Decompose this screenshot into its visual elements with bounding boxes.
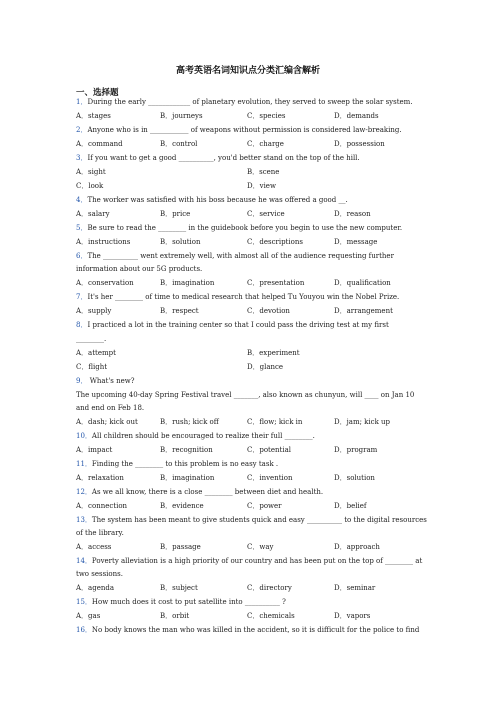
question-text: Anyone who is in ___________ of weapons without permission is considered law-breaking.: [87, 126, 402, 134]
answer-option: A．connection: [76, 502, 128, 510]
question-text: and end on Feb 18.: [76, 404, 145, 412]
question-text: During the early ____________ of planetary evolution, they served to sweep the solar system.: [87, 98, 413, 106]
question-text: Finding the ________ to this problem is no easy task .: [91, 460, 279, 468]
answer-option: A．salary: [76, 210, 110, 218]
question-stem: [76, 557, 422, 566]
question-continuation: [76, 265, 202, 274]
question-number: 6．: [76, 252, 88, 260]
question-number: 3．: [76, 154, 88, 162]
question-text: If you want to get a good __________, you'd better stand on the top of the hill.: [87, 154, 360, 162]
answer-option: D．program: [334, 446, 378, 454]
question-stem: [76, 196, 348, 205]
answer-option: D．possession: [334, 140, 385, 148]
answer-option: C．service: [247, 210, 285, 218]
answer-option: B．experiment: [247, 349, 300, 357]
section-heading: 一、选择题: [76, 88, 119, 98]
answer-option: B．orbit: [160, 612, 190, 620]
question-text: The system has been meant to give students quick and easy __________ to the digital resources: [91, 516, 427, 524]
answer-option: B．respect: [160, 307, 199, 315]
answer-option: A．gas: [76, 612, 101, 620]
question-continuation: [76, 570, 123, 579]
answer-option: B．scene: [247, 168, 280, 176]
answer-option: C．invention: [247, 474, 293, 482]
question-number: 11．: [76, 460, 92, 468]
question-number: 7．: [76, 293, 88, 301]
answer-option: C．power: [247, 502, 282, 510]
question-stem: [76, 293, 399, 302]
answer-option: D．solution: [334, 474, 375, 482]
document-title: 高考英语名词知识点分类汇编含解析: [175, 66, 320, 76]
answer-option: C．chemicals: [247, 612, 295, 620]
question-text: The upcoming 40-day Spring Festival travel _______, also known as chunyun, will ____ on Jan 10: [76, 391, 415, 399]
question-stem: [76, 626, 419, 635]
answer-option: C．devotion: [247, 307, 290, 315]
question-text: No body knows the man who was killed in the accident, so it is difficult for the police to find: [91, 626, 420, 634]
question-number: 9．: [76, 377, 88, 385]
question-text: It's her ________ of time to medical research that helped Tu Youyou win the Nobel Prize.: [87, 293, 400, 301]
question-number: 14．: [76, 557, 92, 565]
answer-option: C．flow; kick in: [247, 418, 303, 426]
question-text: Poverty alleviation is a high priority of our country and has been put on the top of ________ at: [91, 557, 423, 565]
question-text: As we all know, there is a close ________ between diet and health.: [91, 488, 324, 496]
question-number: 1．: [76, 98, 88, 106]
answer-option: C．descriptions: [247, 238, 303, 246]
question-number: 10．: [76, 432, 92, 440]
answer-option: B．recognition: [160, 446, 213, 454]
answer-option: A．instructions: [76, 238, 131, 246]
question-continuation: [76, 335, 106, 344]
question-continuation: [76, 391, 414, 400]
answer-option: B．evidence: [160, 502, 204, 510]
answer-option: C．species: [247, 112, 286, 120]
question-text: The __________ went extremely well, with almost all of the audience requesting further: [87, 252, 394, 260]
answer-option: D．vapors: [334, 612, 371, 620]
answer-option: D．seminar: [334, 584, 376, 592]
answer-option: D．belief: [334, 502, 367, 510]
question-text: Be sure to read the ________ in the guidebook before you begin to use the new computer.: [87, 224, 403, 232]
question-number: 5．: [76, 224, 88, 232]
question-stem: [76, 377, 135, 386]
answer-option: C．look: [76, 182, 104, 190]
answer-option: B．price: [160, 210, 191, 218]
question-stem: [76, 516, 427, 525]
question-text: I practiced a lot in the training center so that I could pass the driving test at my first: [87, 321, 389, 329]
answer-option: A．stages: [76, 112, 111, 120]
answer-option: C．way: [247, 543, 274, 551]
answer-option: B．solution: [160, 238, 201, 246]
answer-option: B．subject: [160, 584, 198, 592]
question-stem: [76, 598, 286, 607]
answer-option: B．control: [160, 140, 198, 148]
answer-option: B．imagination: [160, 474, 215, 482]
question-number: 2．: [76, 126, 88, 134]
answer-option: C．presentation: [247, 279, 305, 287]
question-number: 8．: [76, 321, 88, 329]
answer-option: A．agenda: [76, 584, 115, 592]
answer-option: A．supply: [76, 307, 112, 315]
question-text: How much does it cost to put satellite into __________ ?: [91, 598, 286, 606]
question-text: of the library.: [76, 529, 124, 537]
answer-option: A．conservation: [76, 279, 134, 287]
answer-option: C．directory: [247, 584, 292, 592]
answer-option: D．demands: [334, 112, 379, 120]
question-text: The worker was satisfied with his boss because he was offered a good __.: [87, 196, 348, 204]
answer-option: C．flight: [76, 363, 108, 371]
question-text: information about our 5G products.: [76, 265, 203, 273]
question-number: 13．: [76, 516, 92, 524]
answer-option: A．impact: [76, 446, 113, 454]
answer-option: D．qualification: [334, 279, 391, 287]
question-text: ________.: [76, 335, 107, 343]
question-stem: [76, 154, 360, 163]
question-text: two sessions.: [76, 570, 123, 578]
question-continuation: [76, 404, 144, 413]
answer-option: D．approach: [334, 543, 380, 551]
answer-option: D．glance: [247, 363, 284, 371]
answer-option: A．sight: [76, 168, 106, 176]
question-stem: [76, 252, 394, 261]
question-stem: [76, 321, 389, 330]
question-text: What's new?: [87, 377, 135, 385]
question-text: All children should be encouraged to realize their full ________.: [91, 432, 315, 440]
question-continuation: [76, 529, 124, 538]
answer-option: A．attempt: [76, 349, 116, 357]
answer-option: C．charge: [247, 140, 284, 148]
question-stem: [76, 460, 278, 469]
answer-option: A．access: [76, 543, 112, 551]
question-stem: [76, 488, 323, 497]
answer-option: B．rush; kick off: [160, 418, 219, 426]
question-stem: [76, 126, 402, 135]
question-number: 4．: [76, 196, 88, 204]
question-stem: [76, 432, 315, 441]
question-number: 16．: [76, 626, 92, 634]
question-stem: [76, 224, 402, 233]
question-number: 15．: [76, 598, 92, 606]
answer-option: A．dash; kick out: [76, 418, 138, 426]
answer-option: D．reason: [334, 210, 371, 218]
question-stem: [76, 98, 413, 107]
question-number: 12．: [76, 488, 92, 496]
answer-option: B．journeys: [160, 112, 203, 120]
answer-option: D．view: [247, 182, 276, 190]
answer-option: D．jam; kick up: [334, 418, 391, 426]
answer-option: D．arrangement: [334, 307, 393, 315]
answer-option: B．passage: [160, 543, 201, 551]
answer-option: D．message: [334, 238, 378, 246]
answer-option: B．imagination: [160, 279, 215, 287]
answer-option: C．potential: [247, 446, 291, 454]
answer-option: A．command: [76, 140, 123, 148]
answer-option: A．relaxation: [76, 474, 124, 482]
